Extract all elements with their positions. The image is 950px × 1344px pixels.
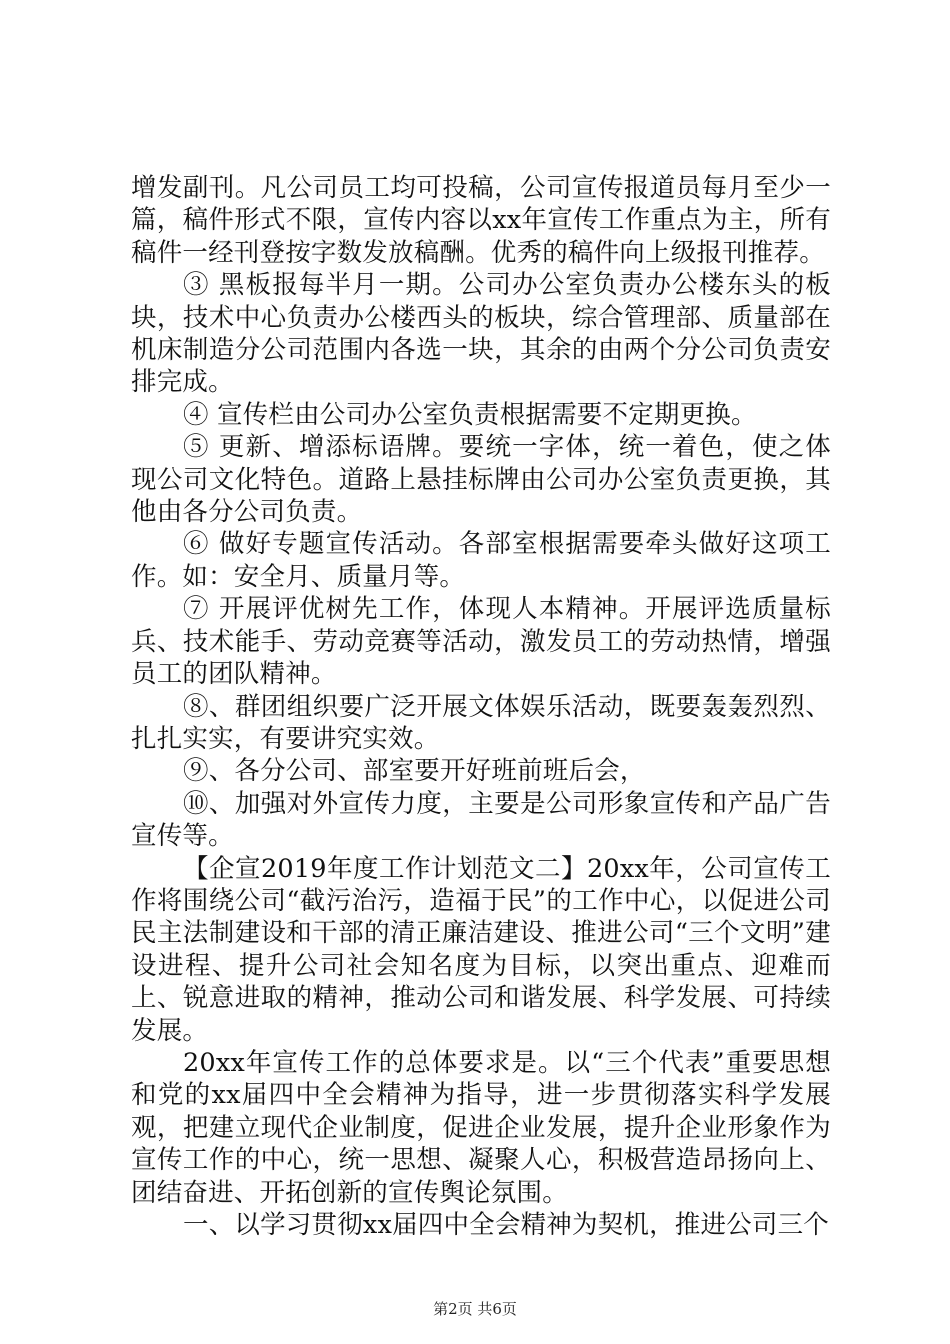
document-body [131, 172, 831, 1241]
paragraph-1: 增发副刊。凡公司员工均可投稿，公司宣传报道员每月至少一篇，稿件形式不限，宣传内容以xx年宣传工作重点为主，所有稿件一经刊登按字数发放稿酬。优秀的稿件向上级报刊推荐。 [131, 173, 831, 268]
page-footer: 第2页 共6页 [433, 1300, 517, 1318]
paragraph-12: 一、以学习贯彻xx届四中全会精神为契机，推进公司三个 [183, 1210, 829, 1240]
paragraph-6: ⑦ 开展评优树先工作，体现人本精神。开展评选质量标兵、技术能手、劳动竞赛等活动，激发员工的劳动热情，增强员工的团队精神。 [131, 594, 831, 690]
paragraph-7: ⑧、群团组织要广泛开展文体娱乐活动，既要轰轰烈烈、扎扎实实，有要讲究实效。 [131, 691, 831, 754]
paragraph-9: ⑩、加强对外宣传力度，主要是公司形象宣传和产品广告宣传等。 [131, 788, 831, 852]
paragraph-3: ④ 宣传栏由公司办公室负责根据需要不定期更换。 [183, 399, 757, 430]
paragraph-4: ⑤ 更新、增添标语牌。要统一字体，统一着色，使之体现公司文化特色。道路上悬挂标牌由公司办公室负责更换，其他由各分公司负责。 [131, 432, 831, 528]
paragraph-5: ⑥ 做好专题宣传活动。各部室根据需要牵头做好这项工作。如：安全月、质量月等。 [131, 529, 831, 592]
paragraph-10: 【企宣2019年度工作计划范文二】20xx年，公司宣传工作将围绕公司“截污治污，造福于民”的工作中心，以促进公司民主法制建设和干部的清正廉洁建设、推进公司“三个文明”建设进程、提升公司社会知名度为目标，以突出重点、迎难而上、锐意进取的精神，推动公司和谐发展、科学发展、可持续发展。 [131, 853, 831, 1046]
paragraph-2: ③ 黑板报每半月一期。公司办公室负责办公楼东头的板块，技术中心负责办公楼西头的板块，综合管理部、质量部在机床制造分公司范围内各选一块，其余的由两个分公司负责安排完成。 [131, 270, 831, 398]
paragraph-11: 20xx年宣传工作的总体要求是。以“三个代表”重要思想和党的xx届四中全会精神为指导，进一步贯彻落实科学发展观，把建立现代企业制度，促进企业发展，提升企业形象作为宣传工作的中心，统一思想、凝聚人心，积极营造昂扬向上、团结奋进、开拓创新的宣传舆论氛围。 [131, 1047, 831, 1208]
paragraph-8: ⑨、各分公司、部室要开好班前班后会， [183, 756, 646, 787]
